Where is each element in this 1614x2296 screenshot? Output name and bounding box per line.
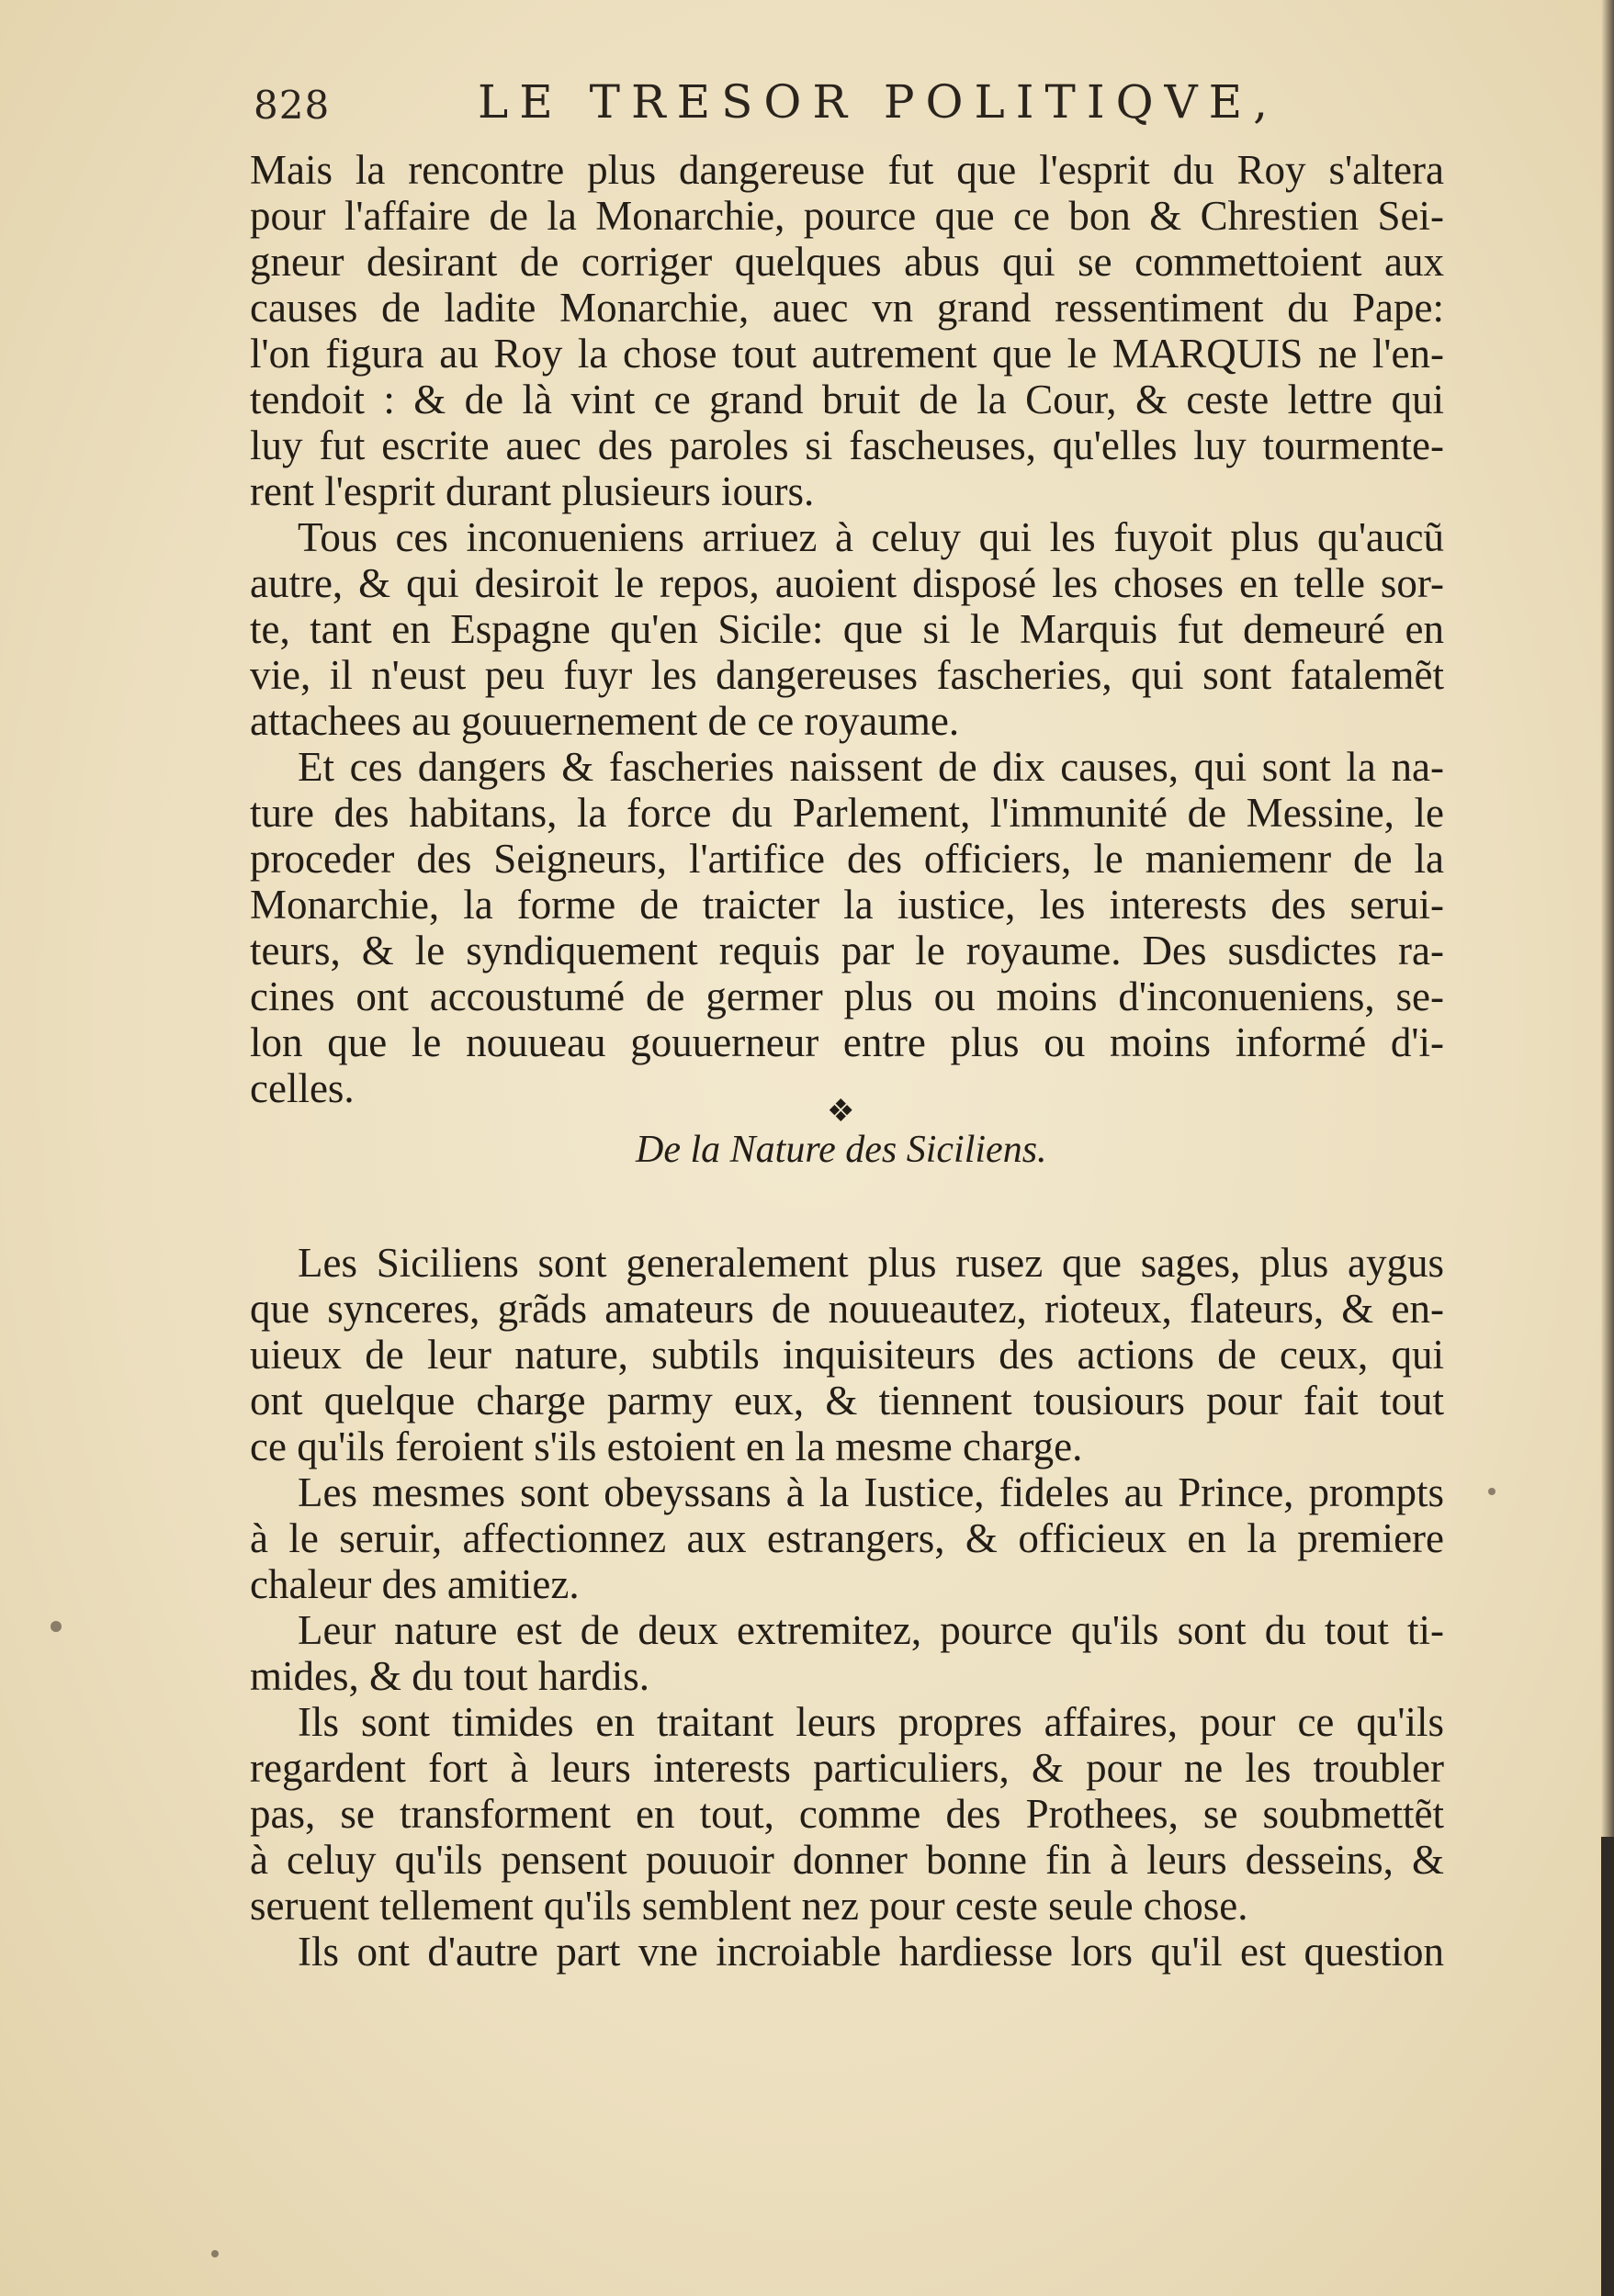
text-line: ce qu'ils feroient s'ils estoient en la mesme charge. bbox=[250, 1424, 1083, 1469]
text-line: te, tant en Espagne qu'en Sicile: que si le Marquis fut demeuré en bbox=[250, 606, 1444, 652]
text-line: luy fut escrite auec des paroles si fascheuses, qu'elles luy tourmente- bbox=[250, 422, 1444, 468]
text-line: que synceres, grãds amateurs de nouueautez, rioteux, flateurs, & en- bbox=[250, 1286, 1444, 1332]
text-line: causes de ladite Monarchie, auec vn grand ressentiment du Pape: bbox=[250, 285, 1444, 331]
body-text bbox=[250, 147, 1444, 1975]
text-line: ont quelque charge parmy eux, & tiennent tousiours pour fait tout bbox=[250, 1378, 1444, 1424]
text-line: celles. bbox=[250, 1065, 355, 1111]
section-heading: De la Nature des Siciliens. bbox=[636, 1129, 1047, 1171]
text-line: Ils sont timides en traitant leurs propres affaires, pour ce qu'ils bbox=[298, 1699, 1444, 1745]
ink-spot bbox=[51, 1621, 62, 1632]
text-line: gneur desirant de corriger quelques abus qui se commettoient aux bbox=[250, 239, 1444, 285]
text-line: Leur nature est de deux extremitez, pource qu'ils sont du tout ti- bbox=[298, 1607, 1444, 1653]
text-line: Monarchie, la forme de traicter la iustice, les interests des serui- bbox=[250, 882, 1444, 928]
text-line: attachees au gouuernement de ce royaume. bbox=[250, 698, 960, 744]
text-line: uieux de leur nature, subtils inquisiteurs des actions de ceux, qui bbox=[250, 1332, 1444, 1378]
text-line: seruent tellement qu'ils semblent nez pour ceste seule chose. bbox=[250, 1883, 1248, 1929]
text-line: Tous ces inconueniens arriuez à celuy qui les fuyoit plus qu'aucũ bbox=[298, 514, 1444, 560]
text-line: Ils ont d'autre part vne incroiable hardiesse lors qu'il est question bbox=[298, 1929, 1444, 1975]
text-line: vie, il n'eust peu fuyr les dangereuses fascheries, qui sont fatalemẽt bbox=[250, 652, 1444, 698]
text-line: mides, & du tout hardis. bbox=[250, 1653, 649, 1699]
text-line: pour l'affaire de la Monarchie, pource que ce bon & Chrestien Sei- bbox=[250, 193, 1444, 239]
ink-spot bbox=[211, 2250, 219, 2257]
text-line: tendoit : & de là vint ce grand bruit de la Cour, & ceste lettre qui bbox=[250, 377, 1444, 422]
text-line: ture des habitans, la force du Parlement, l'immunité de Messine, le bbox=[250, 790, 1444, 836]
ink-spot bbox=[1488, 1488, 1495, 1495]
text-line: cines ont accoustumé de germer plus ou moins d'inconueniens, se- bbox=[250, 974, 1444, 1019]
text-line: regardent fort à leurs interests particuliers, & pour ne les troubler bbox=[250, 1745, 1444, 1791]
text-line: chaleur des amitiez. bbox=[250, 1561, 580, 1607]
running-title: LE TRESOR POLITIQVE, bbox=[478, 75, 1280, 129]
text-line: Les Siciliens sont generalement plus rusez que sages, plus aygus bbox=[298, 1240, 1444, 1286]
text-line: autre, & qui desiroit le repos, auoient disposé les choses en telle sor- bbox=[250, 560, 1444, 606]
text-line: à celuy qu'ils pensent pouuoir donner bonne fin à leurs desseins, & bbox=[250, 1837, 1444, 1883]
text-line: à le seruir, affectionnez aux estrangers, & officieux en la premiere bbox=[250, 1515, 1444, 1561]
page-number: 828 bbox=[254, 83, 331, 128]
text-line: l'on figura au Roy la chose tout autrement que le MARQUIS ne l'en- bbox=[250, 331, 1444, 377]
page-header bbox=[248, 75, 1304, 140]
text-line: proceder des Seigneurs, l'artifice des officiers, le maniemenr de la bbox=[250, 836, 1444, 882]
ink-blot-icon: ❖ bbox=[827, 1095, 855, 1129]
text-line: Les mesmes sont obeyssans à la Iustice, fideles au Prince, prompts bbox=[298, 1469, 1444, 1515]
text-line: Mais la rencontre plus dangereuse fut que l'esprit du Roy s'altera bbox=[250, 147, 1444, 193]
text-line: pas, se transforment en tout, comme des Prothees, se soubmettẽt bbox=[250, 1791, 1444, 1837]
dark-corner bbox=[1601, 1837, 1614, 2296]
text-line: rent l'esprit durant plusieurs iours. bbox=[250, 468, 815, 514]
text-line: Et ces dangers & fascheries naissent de dix causes, qui sont la na- bbox=[298, 744, 1444, 790]
text-line: lon que le nouueau gouuerneur entre plus ou moins informé d'i- bbox=[250, 1019, 1444, 1065]
text-line: teurs, & le syndiquement requis par le royaume. Des susdictes ra- bbox=[250, 928, 1444, 974]
